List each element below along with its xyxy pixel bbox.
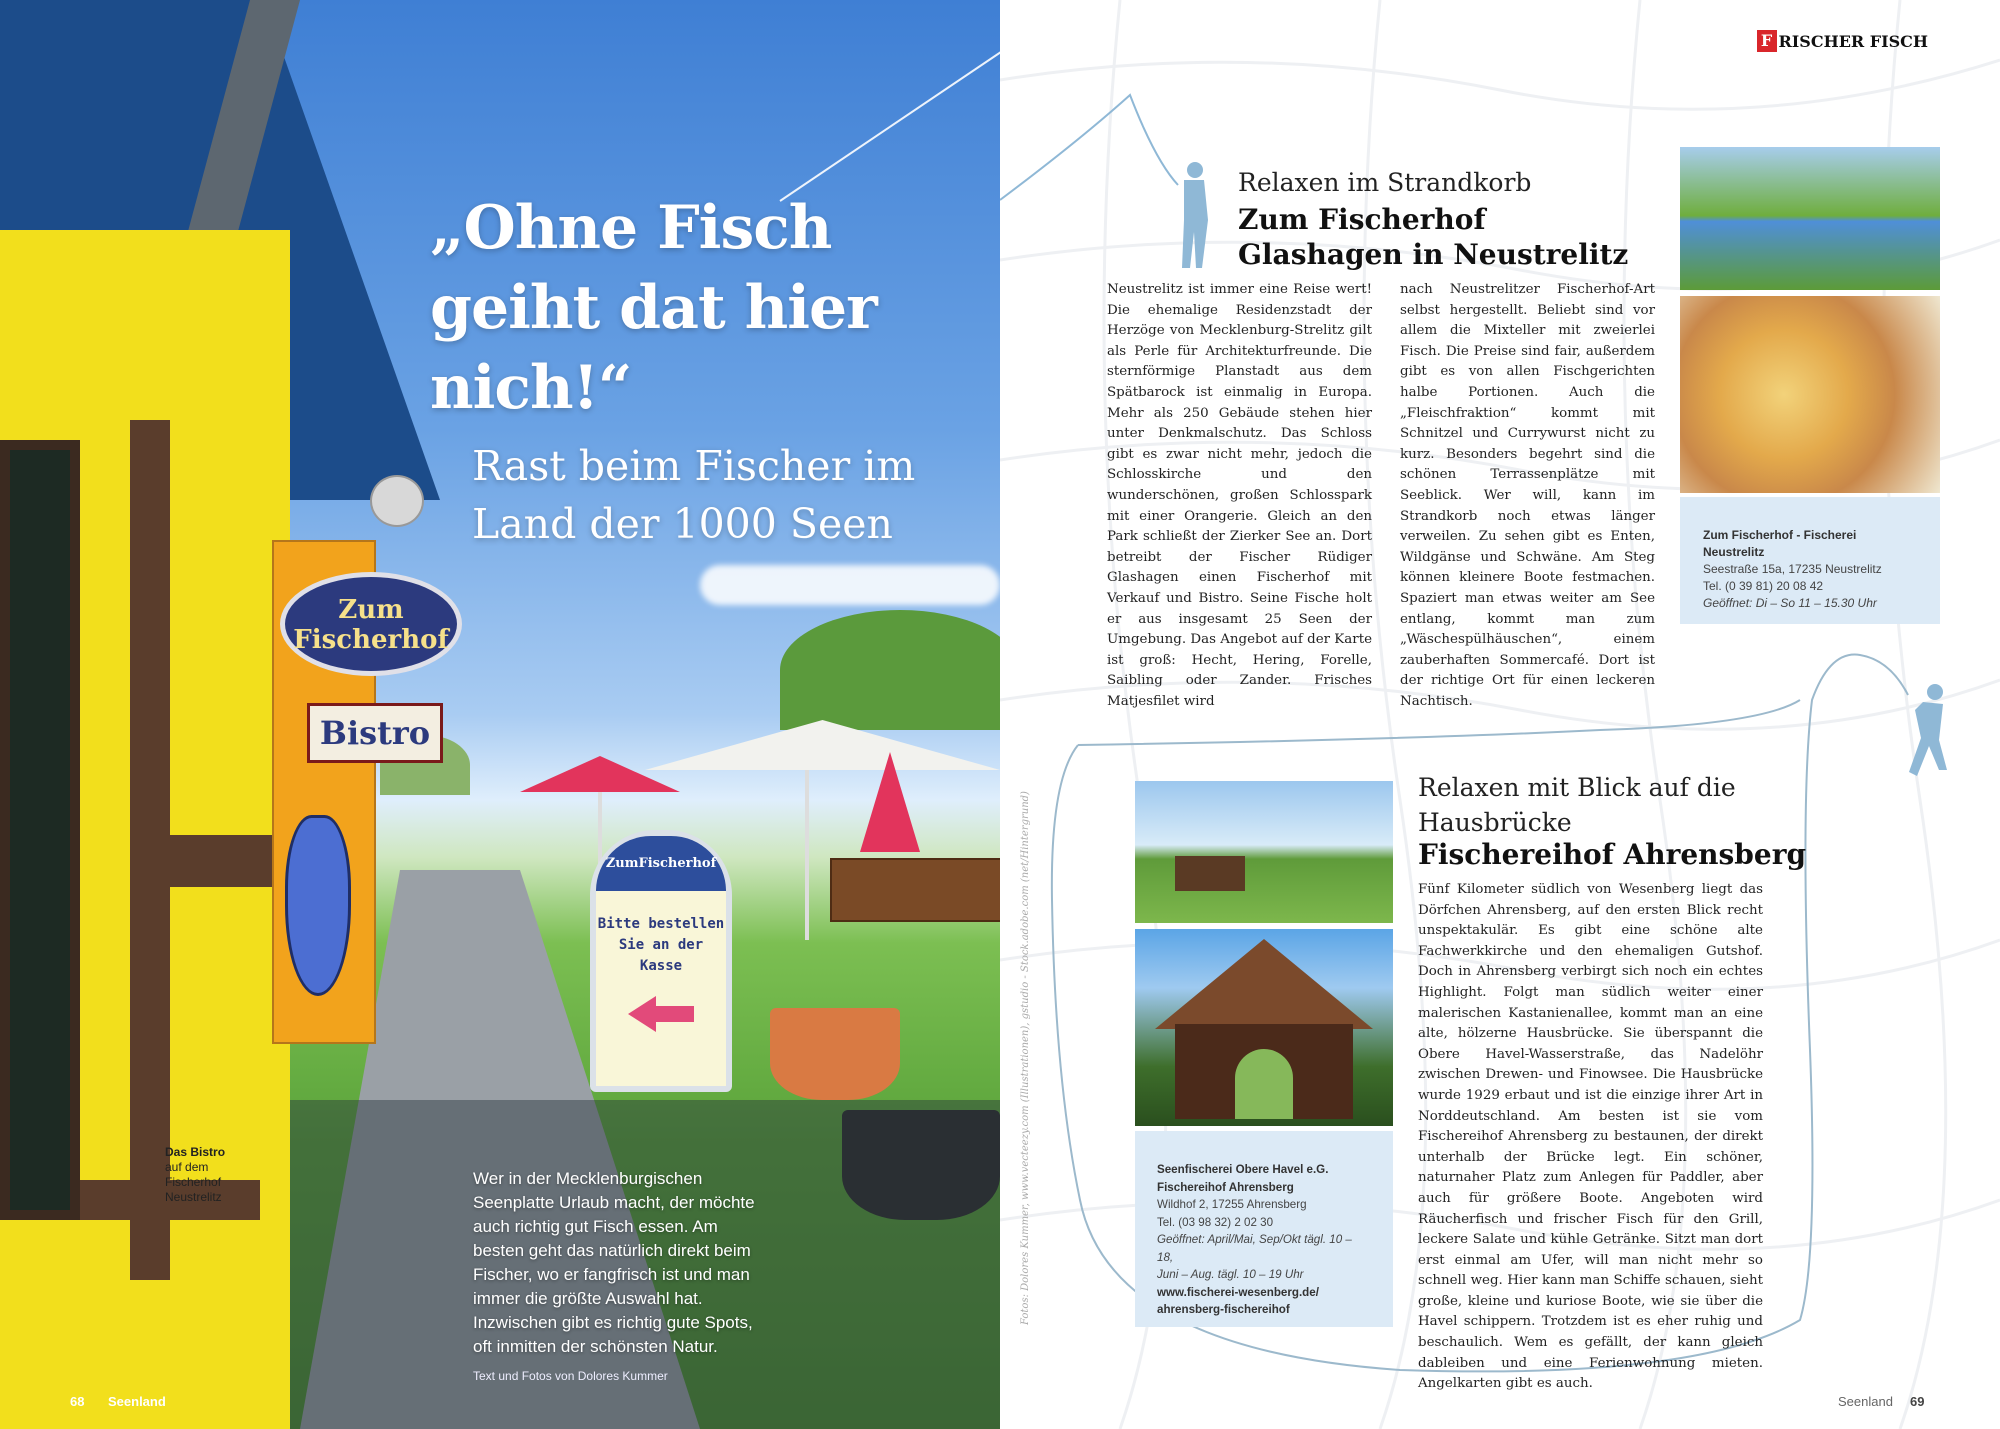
info-box-neustrelitz <box>1680 497 1940 624</box>
wall-lamp <box>370 475 424 527</box>
page-number-right: 69 <box>1910 1394 1925 1409</box>
photo-caption <box>165 1145 245 1205</box>
photo-fishing-hut <box>1135 781 1393 923</box>
sign-bistro: Bistro <box>307 703 443 763</box>
bridge-roof <box>1155 939 1373 1029</box>
section-tag <box>1757 30 1929 52</box>
order-sign-board <box>590 830 732 1092</box>
info-box-ahrensberg <box>1135 1131 1393 1327</box>
arrow-left-icon <box>628 996 656 1032</box>
info-hours: Juni – Aug. tägl. 10 – 19 Uhr <box>1157 1268 1304 1281</box>
author-credit: Text und Fotos von Dolores Kummer <box>473 1369 668 1383</box>
section-label: RISCHER FISCH <box>1778 31 1928 51</box>
board-head: ZumFischerhof <box>596 836 726 891</box>
right-page <box>1000 0 2000 1429</box>
timber-beam <box>150 835 290 887</box>
article2-body: Fünf Kilometer südlich von Wesenberg liegt das Dörfchen Ahrensberg, auf den ersten Blick recht unspektakulär. Es gibt eine schöne alte Fachwerkkirche und den ehemaligen Gutshof. Doch in Ahrensberg verbirgt sich noch ein echtes Highlight. Folgt man südlich weiter einer malerischen Kastanienallee, kommt man an eine alte, hölzerne Hausbrücke. Sie überspannt die Obere Havel-Wasserstraße, das Nadelöhr zwischen Drewen- und Finowsee. Die Hausbrücke wurde 1929 erbaut und ist die einzige ihrer Art in Norddeutschland. Am besten ist sie vom Fischereihof Ahrensberg zu bestaunen, der direkt unterhalb der Brücke legt. Ein schöner, naturnaher Platz zum Anlegen für Paddler, aber auch für größere Boote. Angeboten wird Räucherfisch und frischer Fisch für den Grill, leckere Salate und kühle Getränke. Sitzt man dort erst einmal am Ufer, will man nicht mehr so schnell weg. Hier kann man Schiffe schauen, sieht große, kleine und kuriose Boote, wie sie über die Havel schippern. Trotzdem ist es eher ruhig und beschaulich. Wem es gefällt, der kann gleich dableiben und eine Ferienwohnung mieten. Angelkarten gibt es auch. <box>1418 882 1763 1392</box>
info-website[interactable]: www.fischerei-wesenberg.de/ <box>1157 1285 1319 1299</box>
picnic-bench <box>830 858 1000 922</box>
article1-title: Zum Fischerhof Glashagen in Neustrelitz <box>1238 203 1629 271</box>
article1-column2: nach Neustrelitzer Fischerhof-Art selbst hergestellt. Beliebt sind vor allem die Mixteller mit zweierlei Fisch. Die Preise sind fair, außerdem gibt es von allen Fischgerichten halbe Portionen. Auch die „Fleischfraktion“ kommt mit Schnitzel und Currywurst nicht zu kurz. Besonders begehrt sind die schönen Terrassenplätze mit Seeblick. Wer will, kann im Strandkorb noch etwas länger verweilen. Zu sehen gibt es Enten, Wildgänse und Schwäne. Am Steg können kleinere Boote festmachen. Spaziert man etwas weiter am See entlang, kommt man zum „Wäschespülhäuschen“, einem zauberhaften Sommercafé. Dort ist der richtige Ort für einen leckeren Nachtisch. <box>1400 282 1655 709</box>
hut <box>1175 856 1245 891</box>
section-initial: F <box>1757 30 1777 52</box>
intro-text: Wer in der Mecklenburgischen Seenplatte Urlaub macht, der möchte auch richtig gut Fisch essen. Am besten geht das natürlich direkt beim Fischer, wo er fangfrisch ist und man immer die größte Auswahl hat. Inzwischen gibt es richtig gute Spots, oft inmitten der schönsten Natur. <box>473 1169 755 1356</box>
caption-title: Das Bistro <box>165 1145 226 1159</box>
info-website[interactable]: ahrensberg-fischereihof <box>1157 1303 1290 1316</box>
photo-covered-bridge <box>1135 929 1393 1126</box>
folio-left: Seenland <box>108 1394 166 1409</box>
caption-text: auf dem Fischerhof Neustrelitz <box>165 1160 222 1204</box>
info-address: Seestraße 15a, 17235 Neustrelitz <box>1703 562 1882 576</box>
angler-silhouette-icon <box>1895 680 1955 800</box>
info-address: Wildhof 2, 17255 Ahrensberg <box>1157 1198 1307 1211</box>
article1-kicker: Relaxen im Strandkorb <box>1238 168 1532 197</box>
cloud <box>700 565 1000 605</box>
subheadline: Rast beim Fischer im Land der 1000 Seen <box>472 442 916 548</box>
tree-group <box>780 610 1000 730</box>
fish-icon <box>285 815 351 996</box>
window <box>0 440 80 1220</box>
info-phone: Tel. (0 39 81) 20 08 42 <box>1703 579 1824 593</box>
sign-zum-fischerhof: Zum Fischerhof <box>280 572 462 676</box>
article2-kicker: Relaxen mit Blick auf die Hausbrücke <box>1418 773 1736 837</box>
info-name2: Fischereihof Ahrensberg <box>1157 1180 1294 1194</box>
info-phone: Tel. (03 98 32) 2 02 30 <box>1157 1215 1274 1229</box>
angler-silhouette-icon <box>1170 160 1215 270</box>
info-hours: Geöffnet: April/Mai, Sep/Okt tägl. 10 – 18, <box>1157 1233 1352 1264</box>
info-hours: Geöffnet: Di – So 11 – 15.30 Uhr <box>1703 596 1877 610</box>
fishing-line <box>779 32 1000 201</box>
info-name: Zum Fischerhof - Fischerei Neustrelitz <box>1703 528 1857 559</box>
article1-column1: Neustrelitz ist immer eine Reise wert! Die ehemalige Residenzstadt der Herzöge von Mecklenburg-Strelitz gilt als Perle für Architekturfreunde. Die sternförmige Planstadt aus dem Spätbarock ist einmalig in Europa. Mehr als 250 Gebäude stehen hier unter Denkmalschutz. Das Schloss gibt es zwar nicht mehr, jedoch die Schlosskirche und den wunderschönen, großen Schlosspark mit einer Orangerie. Gleich an den Park schließt der Zierker See an. Dort betreibt der Fischer Rüdiger Glashagen einen Fischerhof mit Verkauf und Bistro. Seine Fische holt er aus insgesamt 25 Seen der Umgebung. Das Angebot auf der Karte ist groß: Hecht, Hering, Forelle, Saibling oder Zander. Frisches Matjesfilet wird <box>1107 282 1372 709</box>
folio-right: Seenland <box>1838 1394 1893 1409</box>
article2-title: Fischereihof Ahrensberg <box>1418 838 1807 871</box>
flower-pot <box>770 1008 900 1100</box>
arrow-bar <box>654 1006 694 1022</box>
bridge-opening <box>1235 1049 1293 1119</box>
photo-credit: Fotos: Dolores Kummer, www.vecteezy.com (Illustrationen), gstudio - Stock.adobe.com (net/Hintergrund) <box>1020 791 1031 1325</box>
board-text: Bitte bestellen Sie an der Kasse <box>597 916 725 974</box>
flower-pot <box>842 1110 1000 1220</box>
photo-fish-dish <box>1680 296 1940 493</box>
info-name: Seenfischerei Obere Havel e.G. <box>1157 1163 1329 1176</box>
photo-lake <box>1680 147 1940 290</box>
page-number-left: 68 <box>70 1394 85 1409</box>
headline: „Ohne Fisch geiht dat hier nich!“ <box>430 193 877 423</box>
